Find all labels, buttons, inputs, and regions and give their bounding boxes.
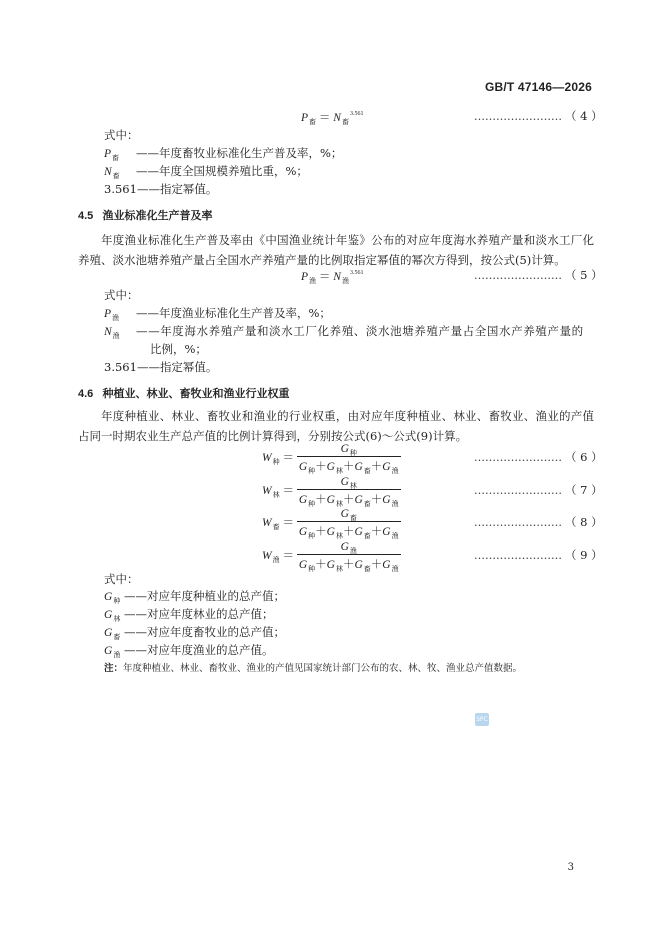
formula-5-n-sub: 渔 xyxy=(341,277,349,285)
symbol-sub: 林 xyxy=(113,615,121,623)
symbol: 3.561 xyxy=(104,360,137,374)
section-4-6-paragraph: 年度种植业、林业、畜牧业和渔业的行业权重，由对应年度种植业、林业、畜牧业、渔业的产值占同一时期农业生产总产值的比例计算得到，分别按公式(6)～公式(9)计算。 xyxy=(78,409,594,443)
where-1-item-n xyxy=(104,162,308,182)
symbol: P xyxy=(104,308,112,320)
where-3-item-3 xyxy=(104,623,285,643)
where-3-item-1 xyxy=(104,587,285,607)
fraction xyxy=(297,508,401,539)
denominator: $G_种+G_林+G_畜+G_渔$ xyxy=(297,554,401,572)
definition: ——对应年度林业的总产值； xyxy=(123,607,274,621)
weight-sub: 种 xyxy=(272,458,280,467)
where-1-item-p xyxy=(104,144,343,164)
formula-5-exp: 3.561 xyxy=(349,270,364,276)
weight-symbol: W xyxy=(262,517,272,530)
formula-6-number: （ 6 ） xyxy=(565,450,603,464)
numerator: $G_林$ xyxy=(340,476,357,490)
definition: ——对应年度渔业的总产值。 xyxy=(123,643,274,657)
formula-9-dots: …………………… xyxy=(474,549,562,562)
standard-number: GB/T 47146—2026 xyxy=(484,80,592,94)
section-title: 种植业、林业、畜牧业和渔业行业权重 xyxy=(102,388,290,400)
formula-8-dots: …………………… xyxy=(474,516,562,529)
symbol-sub: 畜 xyxy=(112,172,120,180)
formula-5-dots: …………………… xyxy=(474,269,562,282)
symbol-sub: 畜 xyxy=(113,633,121,641)
formula-4-eq: ＝ xyxy=(318,112,331,124)
where-3-item-2 xyxy=(104,605,273,625)
numerator: $G_种$ xyxy=(340,443,357,457)
weight-sub: 林 xyxy=(272,491,280,500)
formula-5 xyxy=(301,268,363,284)
where-label-1: 式中： xyxy=(104,128,139,142)
formula-4-dots: …………………… xyxy=(474,110,562,123)
where-2-item-n-continued: 比例，%； xyxy=(150,342,207,356)
equals: ＝ xyxy=(282,517,294,530)
formula-5-n: N xyxy=(333,271,341,283)
formula-4 xyxy=(301,109,363,125)
formula-4-n: N xyxy=(333,112,341,124)
formula-4-p-sub: 畜 xyxy=(309,118,317,126)
denominator: $G_种+G_林+G_畜+G_渔$ xyxy=(297,456,401,474)
formula-9 xyxy=(262,541,401,572)
weight-sub: 畜 xyxy=(272,523,280,532)
where-2-item-n xyxy=(104,322,584,342)
formula-5-number: （ 5 ） xyxy=(565,268,603,282)
symbol-sub: 畜 xyxy=(112,154,120,162)
watermark-logo: SPC xyxy=(475,713,489,726)
symbol: G xyxy=(104,609,113,621)
formula-4-n-sub: 畜 xyxy=(341,118,349,126)
definition: ——年度畜牧业标准化生产普及率，%； xyxy=(136,146,343,160)
where-2-item-exp xyxy=(104,358,217,376)
formula-4-exp: 3.561 xyxy=(349,111,364,117)
formula-7-dots: …………………… xyxy=(474,484,562,497)
numerator: $G_畜$ xyxy=(340,508,357,522)
definition: ——年度全国规模养殖比重，%； xyxy=(136,164,308,178)
note-label: 注： xyxy=(104,663,124,674)
where-label-2: 式中： xyxy=(104,288,139,302)
where-3-item-4 xyxy=(104,641,273,661)
formula-5-p-sub: 渔 xyxy=(309,277,317,285)
note xyxy=(104,660,522,674)
definition: ——对应年度畜牧业的总产值； xyxy=(123,625,285,639)
weight-sub: 渔 xyxy=(272,556,280,565)
weight-symbol: W xyxy=(262,485,272,498)
denominator: $G_种+G_林+G_畜+G_渔$ xyxy=(297,521,401,539)
equals: ＝ xyxy=(282,550,294,563)
formula-8-number: （ 8 ） xyxy=(565,515,603,529)
note-text: 年度种植业、林业、畜牧业、渔业的产值见国家统计部门公布的农、林、牧、渔业总产值数据。 xyxy=(123,663,523,674)
equals: ＝ xyxy=(282,485,294,498)
symbol: G xyxy=(104,591,113,603)
formula-6-dots: …………………… xyxy=(474,451,562,464)
formula-4-p: P xyxy=(301,112,309,124)
page-number: 3 xyxy=(567,862,574,873)
definition: ——年度海水养殖产量和淡水工厂化养殖、淡水池塘养殖产量占全国水产养殖产量的 xyxy=(136,324,584,338)
numerator: $G_渔$ xyxy=(340,541,357,555)
equals: ＝ xyxy=(282,452,294,465)
section-4-5-heading xyxy=(78,207,212,223)
symbol-sub: 渔 xyxy=(112,314,120,322)
formula-6 xyxy=(262,443,401,474)
where-label-3: 式中： xyxy=(104,572,139,586)
symbol: N xyxy=(104,166,112,178)
fraction xyxy=(297,443,401,474)
formula-7 xyxy=(262,476,401,507)
formula-7-number: （ 7 ） xyxy=(565,483,603,497)
formula-8 xyxy=(262,508,401,539)
symbol-sub: 渔 xyxy=(113,651,121,659)
where-1-item-exp xyxy=(104,180,217,198)
symbol: N xyxy=(104,326,112,338)
symbol-sub: 渔 xyxy=(112,332,120,340)
section-4-5-paragraph: 年度渔业标准化生产普及率由《中国渔业统计年鉴》公布的对应年度海水养殖产量和淡水工厂化养殖、淡水池塘养殖产量占全国水产养殖产量的比例取指定幂值的幂次方得到，按公式(5)计算。 xyxy=(78,233,594,267)
definition: ——年度渔业标准化生产普及率，%； xyxy=(136,306,331,320)
denominator: $G_种+G_林+G_畜+G_渔$ xyxy=(297,489,401,507)
weight-symbol: W xyxy=(262,452,272,465)
symbol: 3.561 xyxy=(104,182,137,196)
definition: ——指定幂值。 xyxy=(136,360,218,374)
fraction xyxy=(297,541,401,572)
where-2-item-p xyxy=(104,304,331,324)
section-number: 4.6 xyxy=(78,388,94,400)
definition: ——对应年度种植业的总产值； xyxy=(123,589,285,603)
formula-5-eq: ＝ xyxy=(318,271,331,283)
symbol: P xyxy=(104,148,112,160)
symbol: G xyxy=(104,645,113,657)
definition: ——指定幂值。 xyxy=(136,182,218,196)
formula-5-p: P xyxy=(301,271,309,283)
formula-9-number: （ 9 ） xyxy=(565,548,603,562)
section-title: 渔业标准化生产普及率 xyxy=(102,210,213,222)
symbol: G xyxy=(104,627,113,639)
weight-symbol: W xyxy=(262,550,272,563)
formula-4-number: （ 4 ） xyxy=(565,109,603,123)
section-4-6-heading xyxy=(78,385,289,401)
section-number: 4.5 xyxy=(78,210,94,222)
symbol-sub: 种 xyxy=(113,597,121,605)
fraction xyxy=(297,476,401,507)
